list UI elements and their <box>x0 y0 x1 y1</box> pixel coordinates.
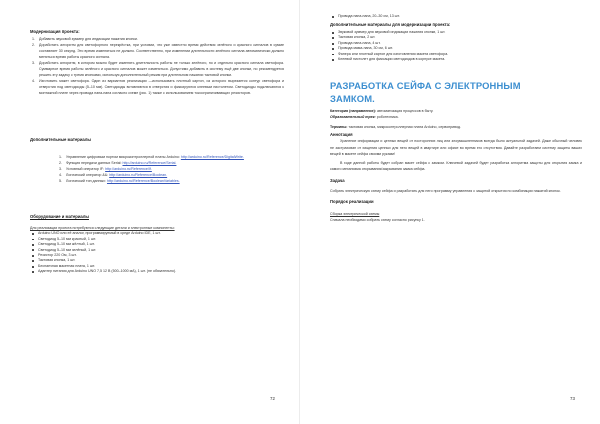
list-item-text: Изготовить макет светофора. Один из вариантов реализации —использовать плотный картон, из которого вырезается контур светофора и отверстия под светодиоды (5–10 мм). Светодиоды вставляются в отверстия и фиксируются клеевым пистолетом. Светодиоды подключаются к монтажной плате через провода папа-папа согласно схеме (рис. 1) также с использованием токоограничивающих резисторов. <box>39 78 284 95</box>
page-left-content <box>30 29 284 275</box>
reference-link[interactable]: http://arduino.ru/Reference/Boolean. <box>109 173 168 178</box>
terms-row <box>330 124 582 130</box>
bullet-icon <box>332 54 334 56</box>
bullet-icon <box>332 48 334 50</box>
list-number: 4. <box>59 173 62 178</box>
list-number: 1. <box>59 155 62 160</box>
modernization-heading: Модернизация проекта: <box>30 29 80 34</box>
bullet-icon <box>32 249 34 251</box>
list-item-text: Светодиод 5–10 мм жёлтый, 1 шт. <box>38 242 95 247</box>
reference-link[interactable]: http://arduino.ru/Reference/Serial. <box>122 161 177 166</box>
assembly-heading: Сборка электрической схемы <box>330 211 380 216</box>
category-label: Категория (направление): <box>330 108 377 113</box>
list-item-text: Тактовая кнопка, 2 шт. <box>338 35 376 40</box>
bullet-icon <box>332 43 334 45</box>
list-item-text: Управление цифровым портом микроконтроллерной платы Arduino: <box>66 155 180 160</box>
list-item-text: Условный оператор IF: <box>66 167 105 172</box>
section-title <box>330 80 582 104</box>
list-item-text: Адаптер питания для Arduino UNO 7,5 12 В (500–1000 мА), 1 шт. (не обязательно). <box>38 269 177 274</box>
list-item <box>338 14 582 19</box>
modernization-materials-list <box>338 30 582 62</box>
list-number: 3. <box>59 167 62 172</box>
track-label: Образовательный трек: <box>330 115 376 120</box>
page-right-content <box>330 14 582 223</box>
modernization-list <box>32 36 284 96</box>
reference-link[interactable]: http://arduino.ru/Reference/DigitalWrite. <box>180 155 244 160</box>
track-row <box>330 114 582 120</box>
modernization-materials-heading: Дополнительные материалы для модернизации проекта: <box>330 22 451 28</box>
terms-label: Термины: <box>330 125 348 130</box>
list-item-text: Логический тип данных: <box>66 179 106 184</box>
list-number: 1. <box>32 36 35 41</box>
bullet-icon <box>332 59 334 61</box>
annotation-heading: Аннотация <box>330 132 353 138</box>
additional-materials-heading: Дополнительные материалы <box>30 136 91 142</box>
list-item-text: Arduino UNO или её аналог, программируемый в среде Arduino IDE, 1 шт. <box>38 231 161 236</box>
additional-materials-list <box>59 154 284 184</box>
list-item-text: Резистор 220 Ом, 3 шт. <box>38 253 77 257</box>
list-item-text: Светодиод 5–10 мм красный, 1 шт. <box>38 236 96 241</box>
order-heading: Порядок реализации <box>330 199 374 205</box>
list-item-text: Добавить звуковой зуммер для индикации нажатия кнопки. <box>39 36 138 41</box>
annotation-paragraph-2: В ходе данной работы будет собран макет сейфа с замком. Ключевой задачей будет разработка алгоритма защиты для открытия замка и самого механизма открывания/закрывания замка сейфа. <box>330 160 582 172</box>
list-item-text: Клеевой пистолет для фиксации светодиодов в корпусе макета. <box>338 57 446 62</box>
terms-value: тактовая кнопка, микроконтроллерная плата Arduino, сервопривод. <box>348 125 462 130</box>
reference-link[interactable]: http://arduino.ru/Reference/BooleanVariables. <box>106 179 180 184</box>
section-title-line1: РАЗРАБОТКА СЕЙФА С ЭЛЕКТРОННЫМ <box>330 80 521 92</box>
annotation-paragraph-1: Хранение информации и ценных вещей от посторонних лиц или злоумышленников всегда было актуальной задачей. Даже обычный человек не застрахован от хищения ценных для него вещей в квартире или офисе во время его отсутствия. Давайте разработаем систему защиты ваших вещей в макете сейфа своими руками! <box>330 139 582 157</box>
list-number: 2. <box>59 161 62 166</box>
bullet-icon <box>332 32 334 34</box>
bullet-icon <box>32 244 34 246</box>
list-item-text: Провода мама-папа, 30 см, 6 шт. <box>338 46 393 51</box>
bullet-icon <box>32 271 34 273</box>
bullet-icon <box>32 260 34 262</box>
list-number: 4. <box>32 78 35 83</box>
page-right <box>300 0 600 424</box>
list-item-text: Провода папа-папа, 4 шт. <box>338 40 381 45</box>
list-item <box>32 42 284 60</box>
top-bullet-text: Провода папа-папа, 20–30 см, 13 шт. <box>338 14 400 18</box>
list-item-text: Функция передачи данных Serial: <box>66 161 122 166</box>
list-number: 5. <box>59 179 62 184</box>
list-number: 2. <box>32 42 35 47</box>
section-title-line2: ЗАМКОМ. <box>330 92 375 104</box>
list-item <box>32 78 284 96</box>
bullet-icon <box>332 16 334 18</box>
equipment-list <box>38 231 284 274</box>
list-item-text: Доработать алгоритм для светофорного перекрёстка, при условии, что уже известно время действия зелёного и красного сигналов в сумме составляет 30 секунд. Это время изменяться не должно. Соответственно, при изменении длительности зелёного сигнала автоматически должно меняться время работы красного сигнала. <box>39 42 284 59</box>
list-item-text: Беспаечная макетная плата, 1 шт. <box>38 263 96 268</box>
task-heading: Задача <box>330 178 345 184</box>
top-bullet-list <box>338 14 582 19</box>
list-item-text: Доработать алгоритм, в котором можно будет изменять длительность работы не только зелёного, но и отдельно красного сигнала светофора. Суммарное время работы зелёного и красного сигналов может изменяться. Допустимо добавить в систему ещё две кнопки, но рекомендуется решить эту задачу с тремя кнопками, используя дополнительный режим при длительном нажатии тактовой кнопки. <box>39 60 284 77</box>
bullet-icon <box>32 266 34 268</box>
page-number-right: 73 <box>570 396 575 401</box>
track-value: роботехника. <box>376 115 399 120</box>
list-item-text: Светодиод 5–10 мм зелёный, 1 шт. <box>38 247 97 252</box>
list-item <box>338 57 582 62</box>
equipment-heading: Оборудование и материалы <box>30 214 89 220</box>
list-item-text: Тактовая кнопка, 1 шт. <box>38 258 76 263</box>
bullet-icon <box>32 233 34 235</box>
category-value: автоматизация процессов в быту. <box>377 108 434 113</box>
list-item-text: Звуковой зуммер для звуковой индикации нажатия кнопки, 1 шт. <box>338 30 446 34</box>
assembly-text: Сначала необходимо собрать схему согласно рисунку 1. <box>330 218 425 222</box>
list-item <box>38 269 284 274</box>
bullet-icon <box>32 255 34 257</box>
equipment-intro: Для реализации проекта потребуются следующие детали и электронные компоненты: <box>30 225 175 230</box>
list-number: 3. <box>32 60 35 65</box>
bullet-icon <box>332 37 334 39</box>
list-item-text: Фанера или плотный картон для изготовления макета светофора. <box>338 51 449 56</box>
list-item <box>59 178 284 184</box>
reference-link[interactable]: http://arduino.ru/Reference/If. <box>105 167 152 172</box>
list-item <box>32 60 284 78</box>
bullet-icon <box>32 239 34 241</box>
task-text: Собрать электрическую схему сейфа и разработать для него программу управления с защитой открытия по комбинации нажатий кнопок. <box>330 188 561 193</box>
list-item-text: Логический оператор &&: <box>66 173 109 178</box>
page-number-left: 72 <box>270 396 275 401</box>
